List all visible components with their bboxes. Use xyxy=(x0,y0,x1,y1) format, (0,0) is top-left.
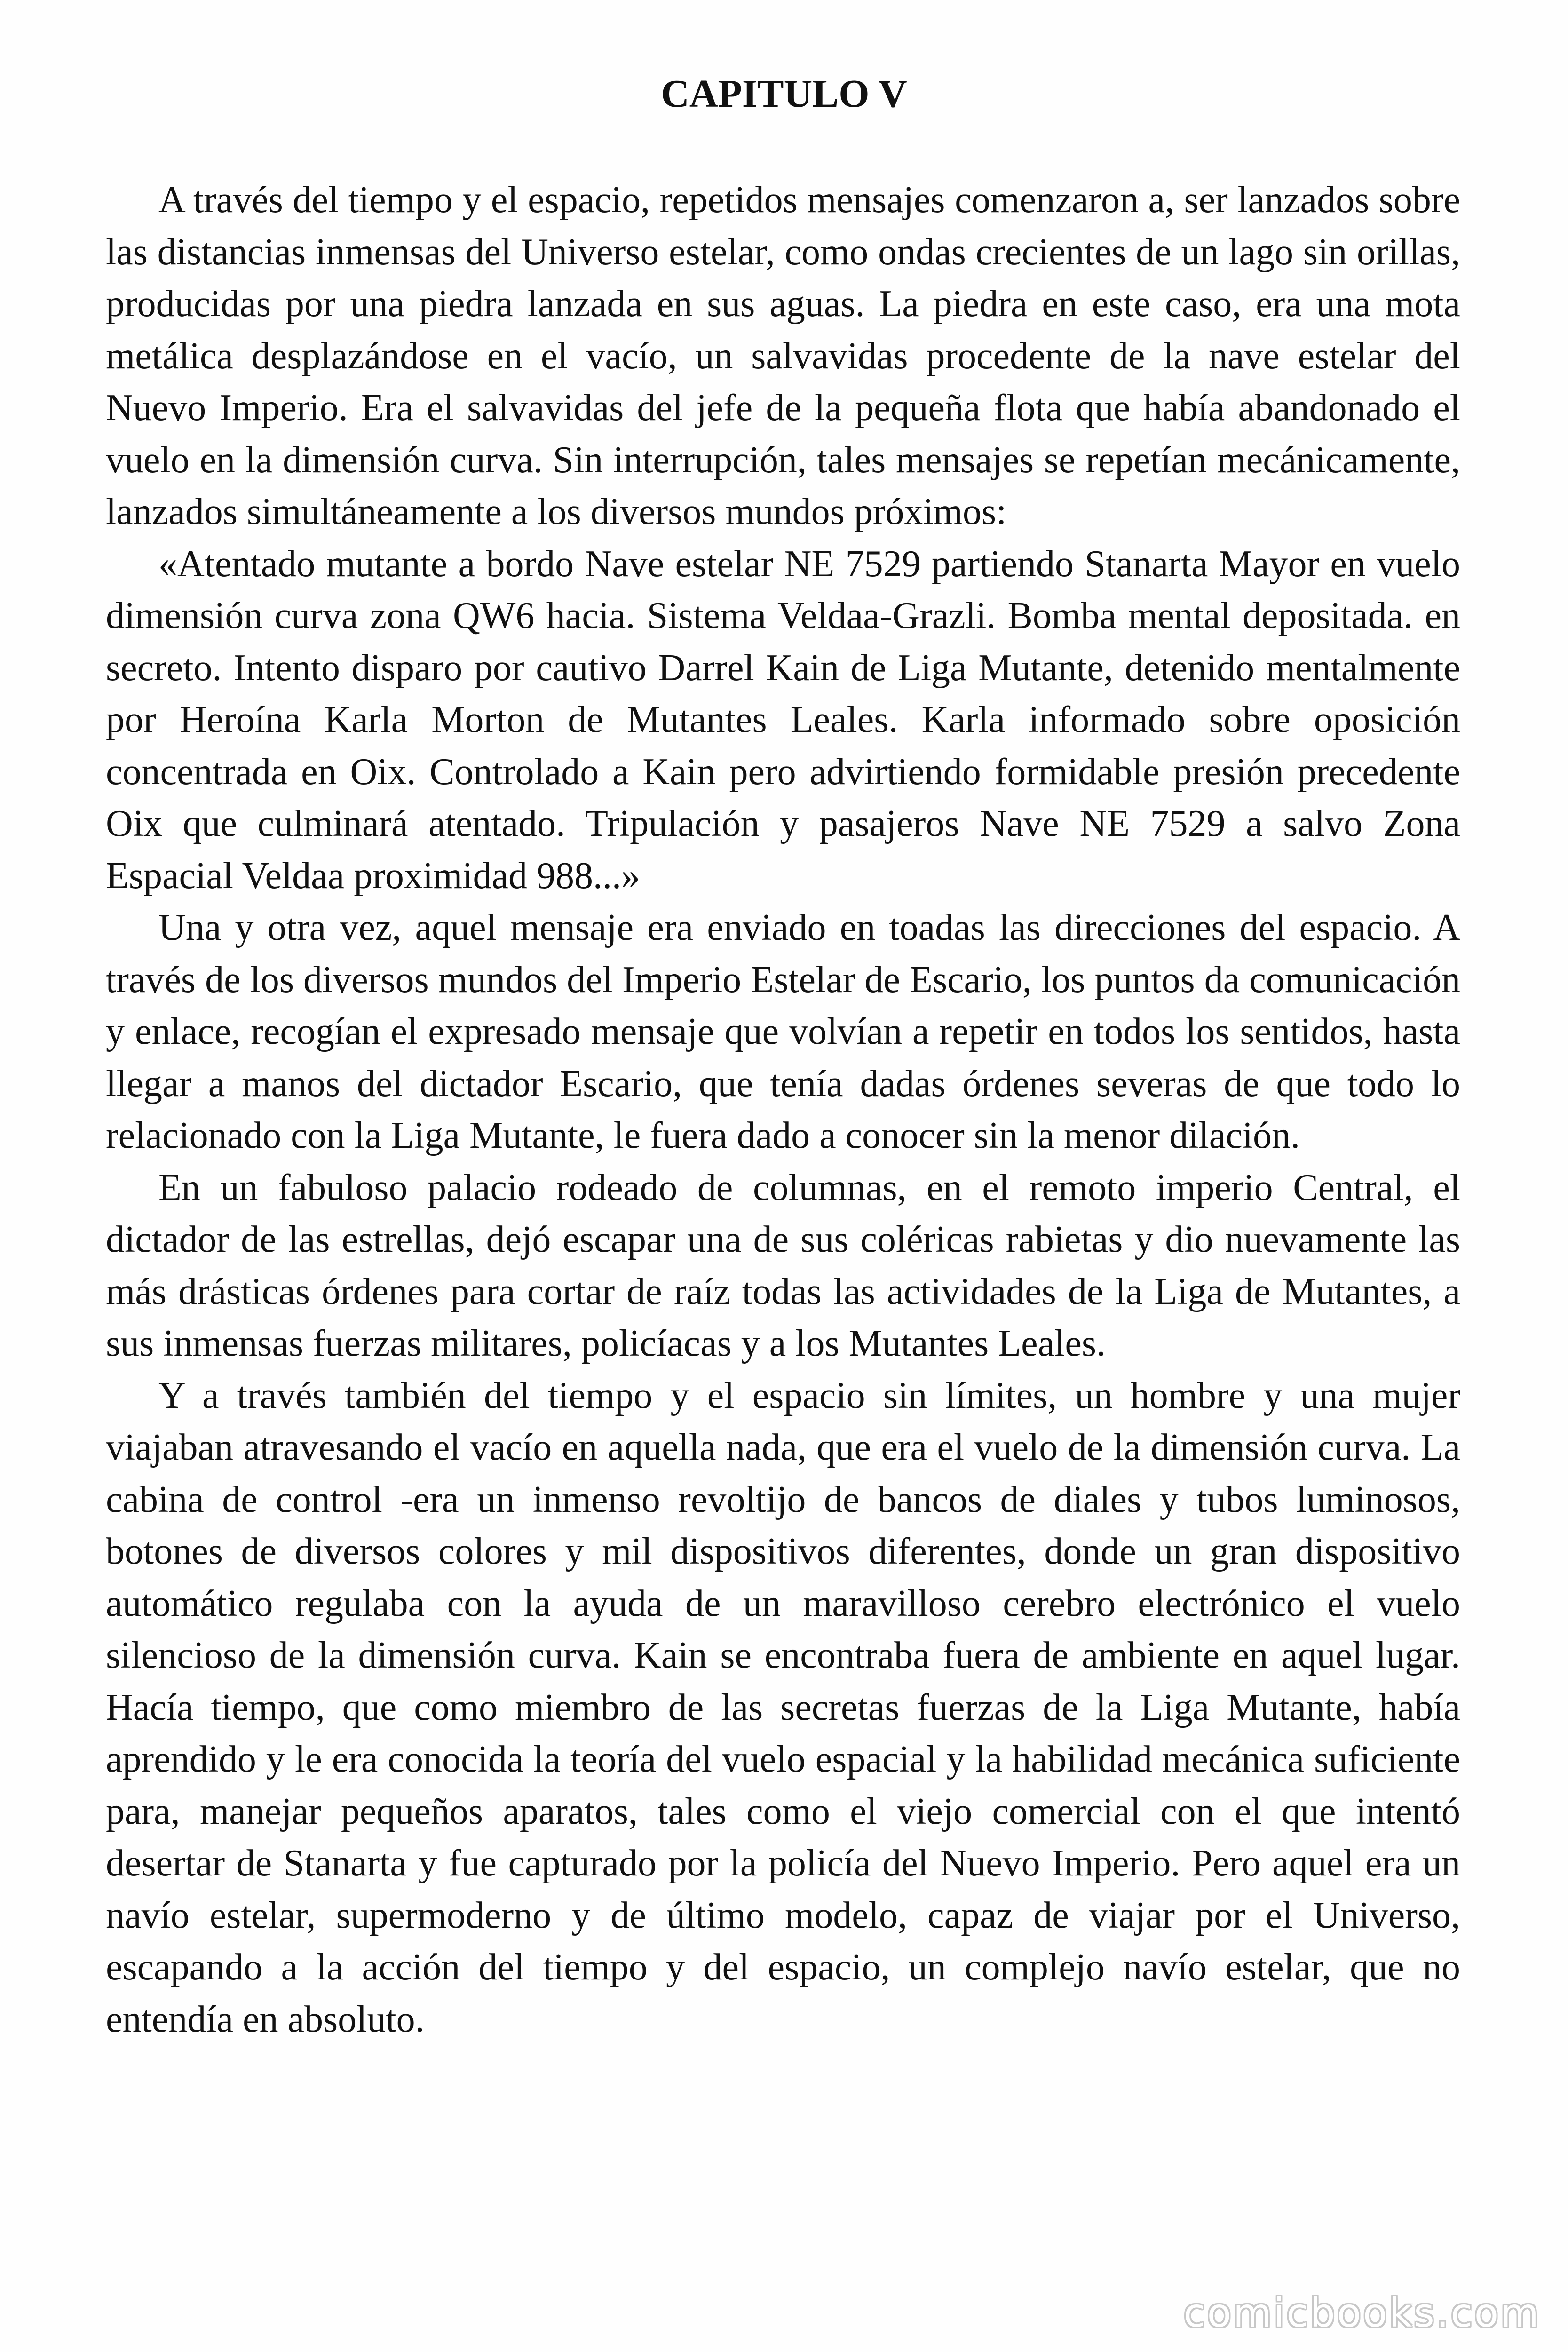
paragraph-3: Una y otra vez, aquel mensaje era enviado en toadas las direcciones del espacio. A través de los diversos mundos del Imperio Estelar de Escario, los puntos da comunicación y enlace, recogían el expresado mensaje que volvían a repetir en todos los sentidos, hasta llegar a manos del dictador Escario, que tenía dadas órdenes severas de que todo lo relacionado con la Liga Mutante, le fuera dado a conocer sin la menor dilación. xyxy=(106,907,1460,1156)
chapter-title: CAPITULO V xyxy=(661,72,907,116)
paragraph-1: A través del tiempo y el espacio, repetidos mensajes comenzaron a, ser lanzados sobre las distancias inmensas del Universo estelar, como ondas crecientes de un lago sin orillas, producidas por una piedra lanzada en sus aguas. La piedra en este caso, era una mota metálica desplazándose en el vacío, un salvavidas procedente de la nave estelar del Nuevo Imperio. Era el salvavidas del jefe de la pequeña flota que había abandonado el vuelo en la dimensión curva. Sin interrupción, tales mensajes se repetían mecánicamente, lanzados simultáneamente a los diversos mundos próximos: xyxy=(106,179,1460,532)
paragraph-4: En un fabuloso palacio rodeado de columnas, en el remoto imperio Central, el dictador de las estrellas, dejó escapar una de sus coléricas rabietas y dio nuevamente las más drásticas órdenes para cortar de raíz todas las actividades de la Liga de Mutantes, a sus inmensas fuerzas militares, policíacas y a los Mutantes Leales. xyxy=(106,1167,1460,1364)
chapter-text xyxy=(106,174,1460,2045)
watermark: comicbooks.com xyxy=(1183,2290,1541,2336)
paragraph-5: Y a través también del tiempo y el espacio sin límites, un hombre y una mujer viajaban atravesando el vacío en aquella nada, que era el vuelo de la dimensión curva. La cabina de control -era un inmenso revoltijo de bancos de diales y tubos luminosos, botones de diversos colores y mil dispositivos diferentes, donde un gran dispositivo automático regulaba con la ayuda de un maravilloso cerebro electrónico el vuelo silencioso de la dimensión curva. Kain se encontraba fuera de ambiente en aquel lugar. Hacía tiempo, que como miembro de las secretas fuerzas de la Liga Mutante, había aprendido y le era conocida la teoría del vuelo espacial y la habilidad mecánica suficiente para, manejar pequeños aparatos, tales como el viejo comercial con el que intentó desertar de Stanarta y fue capturado por la policía del Nuevo Imperio. Pero aquel era un navío estelar, supermoderno y de último modelo, capaz de viajar por el Universo, escapando a la acción del tiempo y del espacio, un complejo navío estelar, que no entendía en absoluto. xyxy=(106,1375,1460,2040)
paragraph-2: «Atentado mutante a bordo Nave estelar NE 7529 partiendo Stanarta Mayor en vuelo dimensión curva zona QW6 hacia. Sistema Veldaa-Grazli. Bomba mental depositada. en secreto. Intento disparo por cautivo Darrel Kain de Liga Mutante, detenido mentalmente por Heroína Karla Morton de Mutantes Leales. Karla informado sobre oposición concentrada en Oix. Controlado a Kain pero advirtiendo formidable presión precedente Oix que culminará atentado. Tripulación y pasajeros Nave NE 7529 a salvo Zona Espacial Veldaa proximidad 988...» xyxy=(106,543,1460,897)
